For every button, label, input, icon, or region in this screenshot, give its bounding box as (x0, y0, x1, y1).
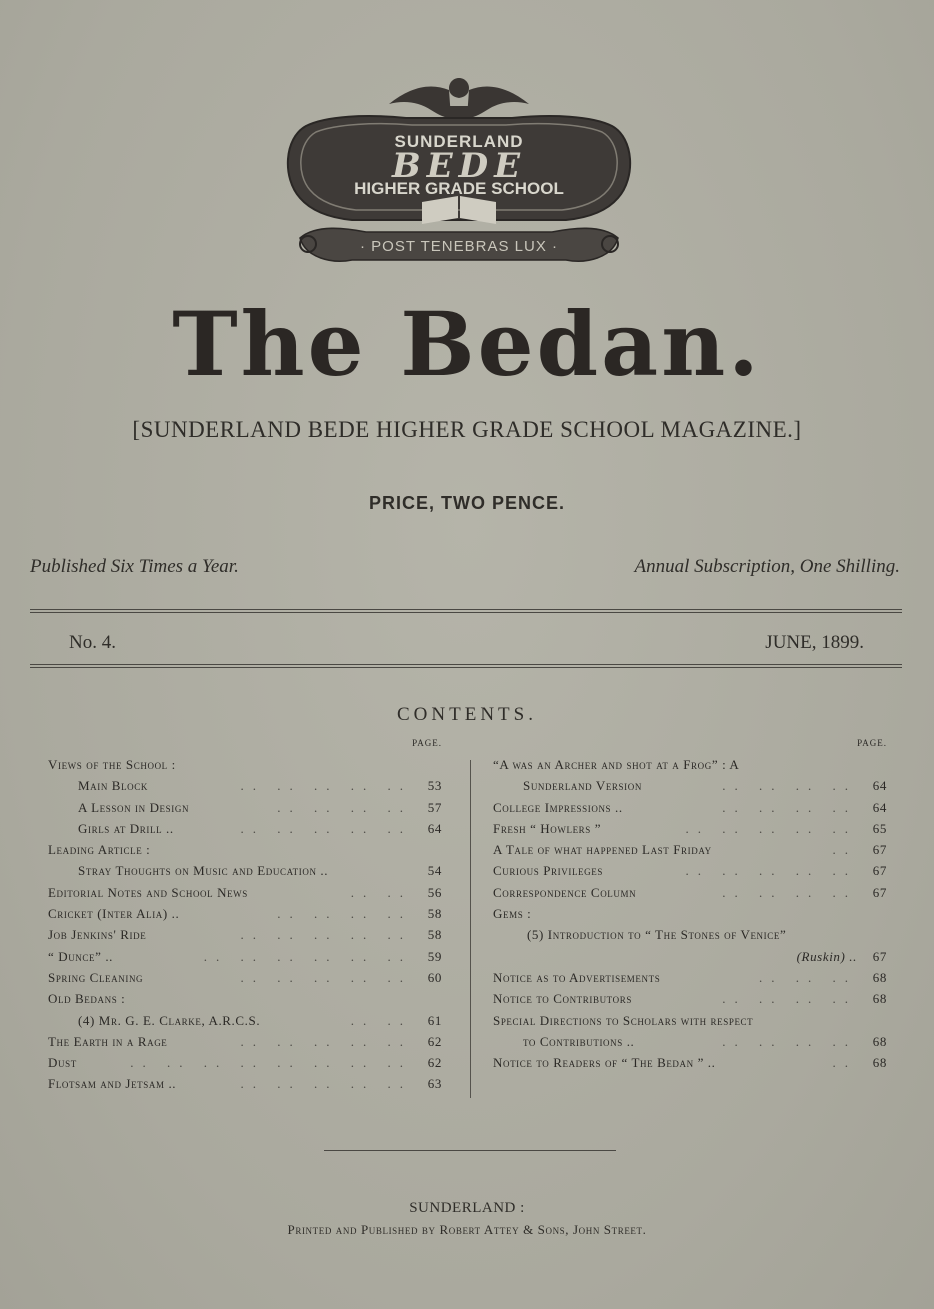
contents-entry: Curious Privileges .. .. .. .. .. 67 (493, 863, 887, 879)
school-crest (286, 68, 632, 268)
publication-frequency: Published Six Times a Year. (30, 556, 239, 577)
issue-date: JUNE, 1899. (765, 632, 864, 653)
contents-entry: “A was an Archer and shot at a Frog” : A (493, 757, 740, 772)
contents-entry: (4) Mr. G. E. Clarke, A.R.C.S. .. .. 61 (78, 1012, 442, 1028)
contents-entry: Cricket (Inter Alia) .. .. .. .. .. 58 (48, 906, 442, 922)
crest-bede-text: BEDE (391, 146, 527, 186)
contents-entry: to Contributions .. .. .. .. .. 68 (523, 1033, 887, 1049)
contents-entry: Old Bedans : (48, 991, 126, 1007)
contents-entry: A Tale of what happened Last Friday .. 67 (493, 842, 887, 858)
contents-entry: Notice to Contributors .. .. .. .. 68 (493, 991, 887, 1007)
contents-entry: “ Dunce” .. .. .. .. .. .. .. 59 (48, 948, 442, 964)
contents-entry: Views of the School : (48, 757, 176, 772)
issue-number: No. 4. (69, 632, 116, 653)
price-line: PRICE, TWO PENCE. (368, 493, 565, 513)
contents-entry: Notice as to Advertisements .. .. .. 68 (493, 969, 887, 985)
crest-town-text: SUNDERLAND (394, 132, 524, 151)
contents-entry: Spring Cleaning .. .. .. .. .. 60 (48, 969, 442, 985)
contents-entry: Notice to Readers of “ The Bedan ” .. .. 68 (493, 1055, 887, 1071)
page-column-header: PAGE. (857, 738, 887, 748)
contents-entry: Editorial Notes and School News .. .. 56 (48, 884, 442, 900)
footer-city: SUNDERLAND : (409, 1200, 525, 1216)
contents-entry: Girls at Drill .. .. .. .. .. .. 64 (78, 820, 442, 836)
contents-entry: Correspondence Column .. .. .. .. 67 (493, 884, 887, 900)
crest-school-text: HIGHER GRADE SCHOOL (354, 179, 564, 198)
footer-printer: Printed and Published by Robert Attey & Sons, John Street. (287, 1222, 647, 1237)
contents-entry: (5) Introduction to “ The Stones of Venice” (527, 927, 787, 943)
eagle-icon (389, 78, 529, 118)
contents-entry: College Impressions .. .. .. .. .. 64 (493, 799, 887, 815)
contents-left-column (48, 738, 442, 1095)
page-column-header: PAGE. (412, 738, 442, 748)
footer-divider (324, 1150, 616, 1151)
contents-entry: Sunderland Version .. .. .. .. 64 (523, 778, 887, 794)
contents-entry: Flotsam and Jetsam .. .. .. .. .. .. 63 (48, 1076, 442, 1092)
contents-entry: Fresh “ Howlers ” .. .. .. .. .. 65 (493, 820, 887, 836)
contents-entry: Leading Article : (48, 842, 151, 858)
contents-heading: CONTENTS. (397, 704, 537, 725)
contents-entry: The Earth in a Rage .. .. .. .. .. 62 (48, 1033, 442, 1049)
divider-bottom (30, 664, 902, 668)
magazine-subtitle: [SUNDERLAND BEDE HIGHER GRADE SCHOOL MAGAZINE.] (132, 417, 802, 442)
contents-entry: Job Jenkins' Ride .. .. .. .. .. 58 (48, 927, 442, 943)
magazine-title: The Bedan. (172, 292, 762, 396)
annual-subscription: Annual Subscription, One Shilling. (634, 556, 900, 577)
column-divider (470, 760, 471, 1098)
crest-motto: · POST TENEBRAS LUX · (360, 238, 558, 255)
contents-entry: Main Block .. .. .. .. .. 53 (78, 778, 442, 794)
contents-entry: A Lesson in Design .. .. .. .. 57 (78, 799, 442, 815)
contents-right-column (493, 738, 887, 1073)
contents-entry: Dust .. .. .. .. .. .. .. .. 62 (48, 1055, 442, 1071)
contents-entry: Special Directions to Scholars with respect (493, 1012, 754, 1028)
contents-entry: Gems : (493, 906, 532, 922)
contents-entry: Stray Thoughts on Music and Education .. 54 (78, 863, 442, 879)
contents-entry: (Ruskin) .. 67 (796, 948, 887, 964)
divider-top (30, 609, 902, 613)
